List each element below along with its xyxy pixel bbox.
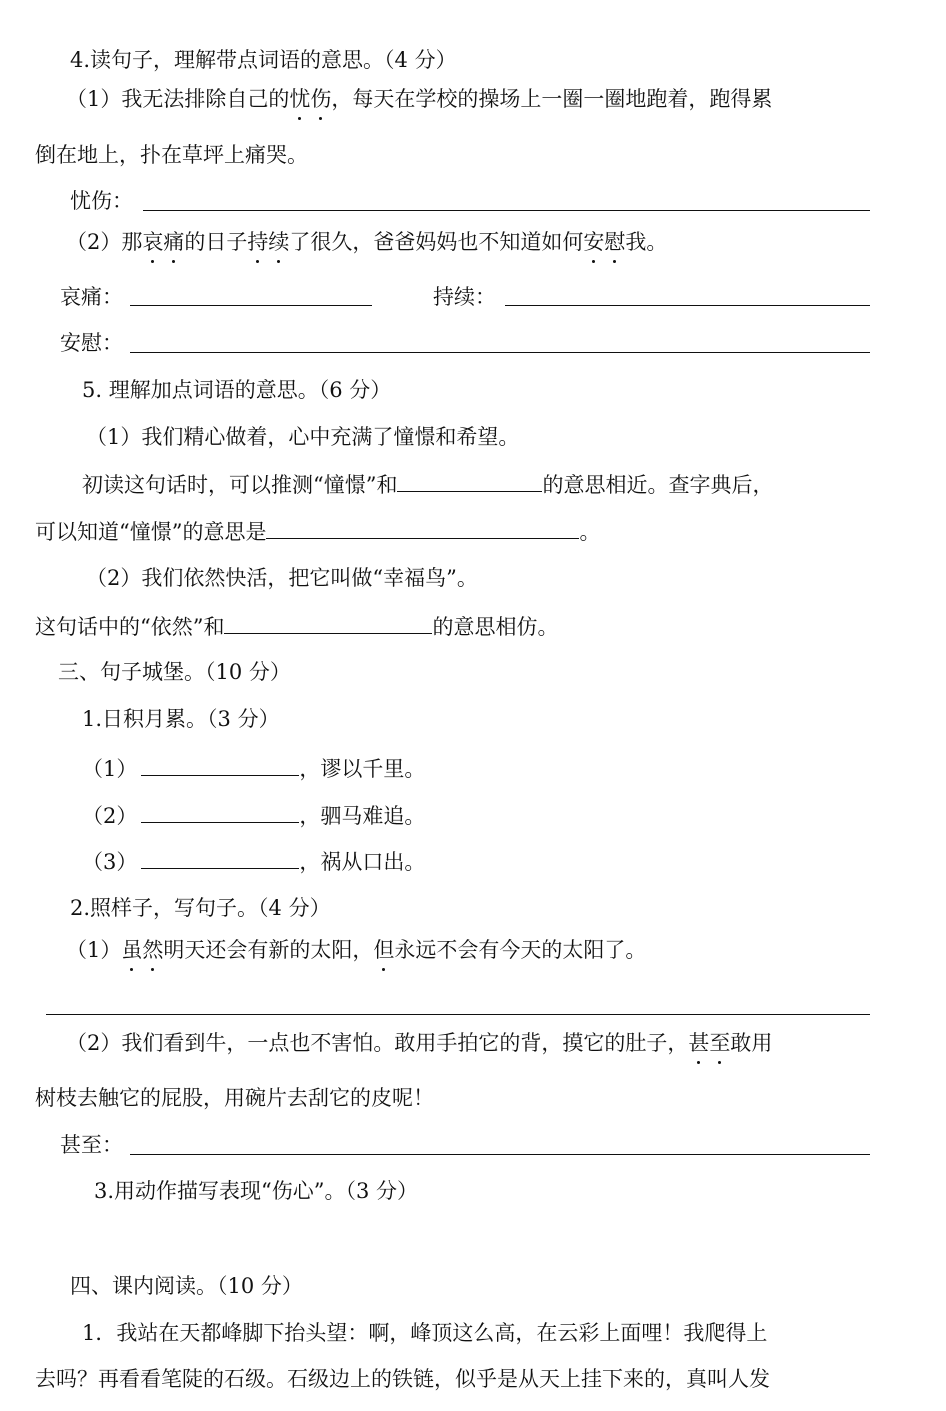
fill-blank[interactable]	[141, 846, 299, 869]
q5-prompt-1-a: 初读这句话时，可以推测“憧憬”和	[82, 473, 398, 497]
q5-sentence-2: （2）我们依然快活，把它叫做“幸福鸟”。	[86, 566, 478, 590]
q2-s2-part-b: 敢用	[730, 1031, 773, 1055]
sec3-q2-sentence-1	[66, 935, 646, 965]
q2-s1-part-a: （1）	[66, 938, 122, 962]
sec3-q3-title: 3.用动作描写表现“伤心”。（3 分）	[94, 1179, 419, 1203]
answer-line-aitong[interactable]	[130, 305, 372, 306]
dotted-char: 甚	[688, 1028, 709, 1058]
list-item	[82, 753, 425, 784]
q5-prompt-2-a: 可以知道“憧憬”的意思是	[35, 520, 267, 544]
label-shenzhi: 甚至：	[60, 1133, 123, 1157]
q5-prompt-3-a: 这句话中的“依然”和	[35, 615, 225, 639]
fill-blank[interactable]	[224, 611, 432, 634]
q4-title: 4.读句子，理解带点词语的意思。（4 分）	[70, 48, 457, 72]
list-item	[82, 800, 425, 831]
section-4-title: 四、课内阅读。（10 分）	[70, 1274, 303, 1298]
list-item	[82, 846, 425, 877]
dotted-char: 慰	[604, 227, 625, 257]
item-number: （2）	[82, 804, 138, 828]
sec3-q2-sentence-2-line-2: 树枝去触它的屁股，用碗片去刮它的皮呢！	[35, 1086, 434, 1110]
q4-s2-part-a: （2）那	[66, 230, 143, 254]
dotted-char: 但	[373, 935, 394, 965]
dotted-char: 忧	[289, 84, 310, 114]
answer-line-shenzhi[interactable]	[130, 1154, 870, 1155]
q4-s2-part-b: 的日子	[184, 230, 248, 254]
sec4-paragraph-line-1: 1．我站在天都峰脚下抬头望：啊，峰顶这么高，在云彩上面哩！我爬得上	[82, 1321, 768, 1345]
dotted-char: 持	[247, 227, 268, 257]
label-chixu: 持续：	[433, 285, 496, 309]
dotted-char: 伤	[310, 84, 331, 114]
dotted-char: 至	[709, 1028, 730, 1058]
dotted-char: 续	[268, 227, 289, 257]
q2-s1-part-c: 永远不会有今天的太阳了。	[394, 938, 647, 962]
dotted-char: 痛	[163, 227, 184, 257]
q5-sentence-1: （1）我们精心做着，心中充满了憧憬和希望。	[86, 425, 520, 449]
q4-s2-part-c: 了很久，爸爸妈妈也不知道如何	[289, 230, 584, 254]
q5-title: 5. 理解加点词语的意思。（6 分）	[82, 378, 392, 402]
q5-prompt-1	[82, 469, 773, 500]
sec3-q2-title: 2.照样子，写句子。（4 分）	[70, 896, 331, 920]
answer-line-anwei[interactable]	[130, 352, 870, 353]
item-tail: ，驷马难追。	[299, 804, 426, 828]
q4-sentence-1	[66, 84, 772, 114]
sec3-q2-sentence-2	[66, 1028, 772, 1058]
answer-line-youshang[interactable]	[143, 210, 870, 211]
q2-s1-part-b: 明天还会有新的太阳，	[163, 938, 374, 962]
q4-s2-part-d: 我。	[625, 230, 668, 254]
sec4-paragraph-line-2: 去吗？再看看笔陡的石级。石级边上的铁链，似乎是从天上挂下来的，真叫人发	[35, 1367, 770, 1391]
label-youshang: 忧伤：	[70, 189, 133, 213]
dotted-char: 然	[142, 935, 163, 965]
q5-prompt-3	[35, 611, 558, 642]
q4-sentence-2	[66, 227, 667, 257]
label-aitong: 哀痛：	[60, 285, 123, 309]
fill-blank[interactable]	[141, 800, 299, 823]
answer-line-q2-1[interactable]	[46, 1014, 870, 1015]
item-tail: ，谬以千里。	[299, 757, 426, 781]
label-anwei: 安慰：	[60, 331, 123, 355]
q5-prompt-2-b: 。	[579, 520, 601, 544]
item-tail: ，祸从口出。	[299, 850, 426, 874]
q2-s2-part-a: （2）我们看到牛，一点也不害怕。敢用手拍它的背，摸它的肚子，	[66, 1031, 689, 1055]
fill-blank[interactable]	[266, 516, 579, 539]
q5-prompt-1-b: 的意思相近。查字典后，	[542, 473, 774, 497]
dotted-char: 安	[583, 227, 604, 257]
dotted-char: 哀	[142, 227, 163, 257]
dotted-char: 虽	[121, 935, 142, 965]
q4-s1-part-b: ，每天在学校的操场上一圈一圈地跑着，跑得累	[331, 87, 773, 111]
section-3-title: 三、句子城堡。（10 分）	[58, 660, 291, 684]
item-number: （1）	[82, 757, 138, 781]
fill-blank[interactable]	[397, 469, 542, 492]
fill-blank[interactable]	[141, 753, 299, 776]
q4-sentence-1-line-2: 倒在地上，扑在草坪上痛哭。	[35, 143, 308, 167]
answer-line-chixu[interactable]	[505, 305, 870, 306]
q4-s1-part-a: （1）我无法排除自己的	[66, 87, 290, 111]
item-number: （3）	[82, 850, 138, 874]
q5-prompt-3-b: 的意思相仿。	[432, 615, 559, 639]
q5-prompt-2	[35, 516, 600, 547]
sec3-q1-title: 1.日积月累。（3 分）	[82, 707, 280, 731]
